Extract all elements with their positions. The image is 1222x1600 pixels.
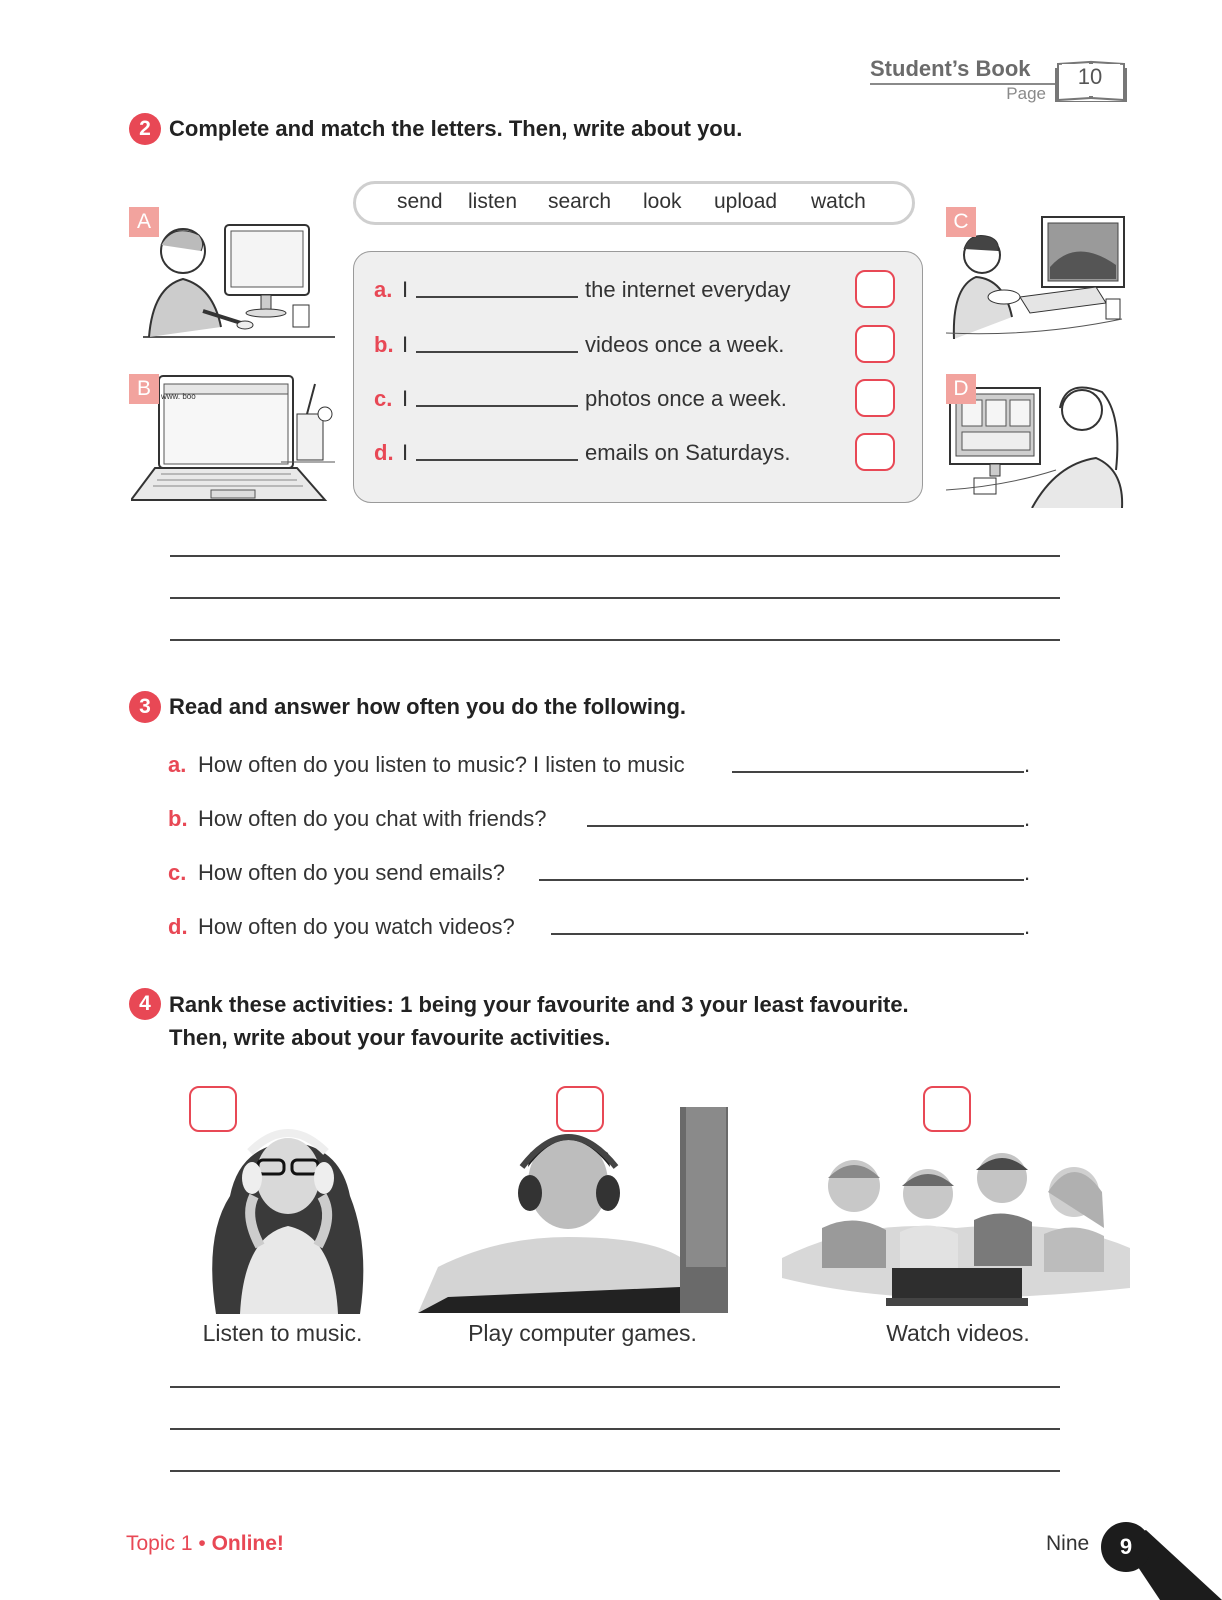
boy-at-computer-illustration — [143, 207, 335, 342]
question-text: How often do you chat with friends? — [198, 806, 547, 831]
exercise-2-instruction: Complete and match the letters. Then, write about you. — [169, 116, 743, 141]
exercise-number-badge: 3 — [129, 691, 161, 723]
activity-caption: Watch videos. — [886, 1320, 1030, 1346]
word-bank-item: search — [548, 190, 612, 213]
question-letter: a. — [168, 752, 187, 777]
answer-line[interactable] — [732, 771, 1024, 773]
boy-playing-games-photo — [418, 1107, 728, 1313]
sentence-letter: c. — [374, 386, 393, 411]
sentence-end-mark: . — [1024, 914, 1031, 939]
question-letter: c. — [168, 860, 187, 885]
sentence-subject: I — [402, 277, 409, 302]
answer-blank[interactable] — [416, 405, 578, 407]
word-bank-item: upload — [714, 190, 778, 213]
writing-line[interactable] — [170, 639, 1060, 641]
rank-box[interactable] — [556, 1086, 604, 1132]
answer-blank[interactable] — [416, 351, 578, 353]
activity-caption: Play computer games. — [468, 1320, 697, 1346]
book-title: Student’s Book — [870, 56, 1031, 81]
answer-blank[interactable] — [416, 459, 578, 461]
exercise-4-instruction-line2: Then, write about your favourite activities. — [169, 1025, 611, 1050]
writing-line[interactable] — [170, 597, 1060, 599]
page-ref-number: 10 — [1077, 64, 1103, 89]
answer-line[interactable] — [551, 933, 1024, 935]
exercise-number-badge: 4 — [129, 988, 161, 1020]
footer-topic-name: Online! — [211, 1532, 284, 1555]
footer-bullet: • — [198, 1532, 206, 1555]
match-letter-box[interactable] — [855, 270, 895, 308]
sentence-text: emails on Saturdays. — [585, 440, 791, 465]
sentence-text: videos once a week. — [585, 332, 785, 357]
sentence-text: photos once a week. — [585, 386, 787, 411]
question-text: How often do you send emails? — [198, 860, 505, 885]
sentence-subject: I — [402, 440, 409, 465]
answer-line[interactable] — [539, 879, 1024, 881]
exercise-4-instruction-line1: Rank these activities: 1 being your favourite and 3 your least favourite. — [169, 992, 909, 1017]
exercise-number-badge: 2 — [129, 113, 161, 145]
writing-line[interactable] — [170, 1386, 1060, 1388]
image-tag-c: C — [946, 207, 976, 237]
match-letter-box[interactable] — [855, 379, 895, 417]
sentence-letter: b. — [374, 332, 394, 357]
question-letter: b. — [168, 806, 188, 831]
kids-watching-videos-photo — [782, 1148, 1130, 1310]
image-tag-b: B — [129, 374, 159, 404]
word-bank-item: send — [397, 190, 443, 213]
answer-line[interactable] — [587, 825, 1024, 827]
sentence-subject: I — [402, 332, 409, 357]
sentence-end-mark: . — [1024, 806, 1031, 831]
rank-box[interactable] — [189, 1086, 237, 1132]
sentence-end-mark: . — [1024, 860, 1031, 885]
image-tag-a: A — [129, 207, 159, 237]
page-label: Page — [1006, 84, 1046, 103]
writing-line[interactable] — [170, 1428, 1060, 1430]
question-text: How often do you watch videos? — [198, 914, 515, 939]
word-bank-item: look — [643, 190, 682, 213]
footer-topic-label: Topic 1 — [126, 1532, 193, 1555]
footer-page-word: Nine — [1046, 1532, 1090, 1555]
exercise-3-instruction: Read and answer how often you do the following. — [169, 694, 687, 719]
sentence-text: the internet everyday — [585, 277, 791, 302]
footer-page-number: 9 — [1101, 1522, 1151, 1572]
match-letter-box[interactable] — [855, 433, 895, 471]
word-bank-item: watch — [811, 190, 866, 213]
writing-line[interactable] — [170, 555, 1060, 557]
sentence-subject: I — [402, 386, 409, 411]
writing-line[interactable] — [170, 1470, 1060, 1472]
activity-caption: Listen to music. — [202, 1320, 363, 1346]
rank-box[interactable] — [923, 1086, 971, 1132]
sentence-end-mark: . — [1024, 752, 1031, 777]
laptop-url-text: www. boo — [161, 392, 196, 401]
sentence-letter: a. — [374, 277, 393, 302]
question-letter: d. — [168, 914, 188, 939]
question-text: How often do you listen to music? I listen to music — [198, 752, 685, 777]
answer-blank[interactable] — [416, 296, 578, 298]
sentence-letter: d. — [374, 440, 394, 465]
match-letter-box[interactable] — [855, 325, 895, 363]
footer-topic — [126, 1532, 284, 1556]
word-bank-item: listen — [468, 190, 518, 213]
image-tag-d: D — [946, 374, 976, 404]
